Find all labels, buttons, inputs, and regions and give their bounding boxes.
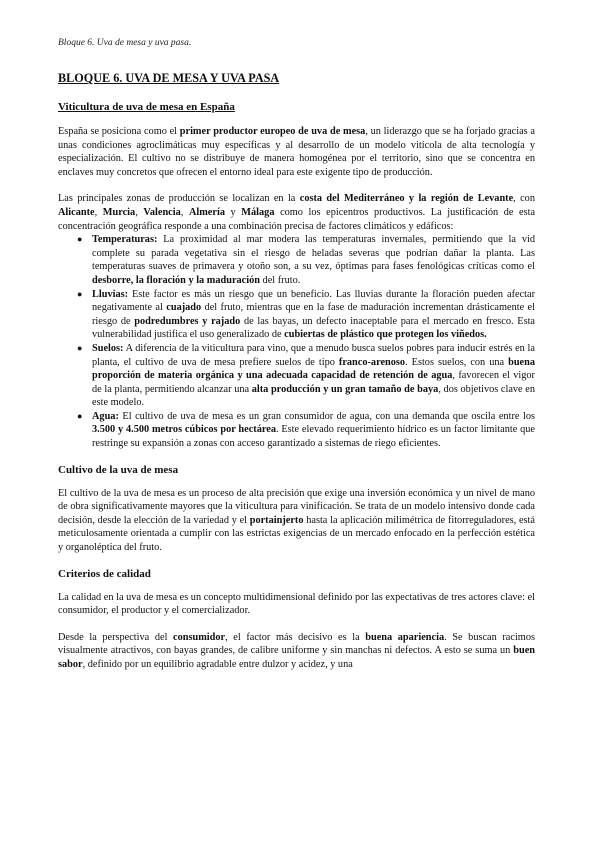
paragraph-cultivo: El cultivo de la uva de mesa es un proceso de alta precisión que exige una inversión económica y un nivel de mano de obra significativamente mayores que la viticultura para vinificación. Se trata de un modelo intensivo donde cada decisión, desde la elección de la variedad y el portainjerto hasta la aplicación milimétrica de fitorreguladores, está meticulosamente orientada a cumplir con las estrictas exigencias de un mercado enfocado en la perfección estética y organoléptica del fruto. xyxy=(58,487,535,554)
running-header: Bloque 6. Uva de mesa y uva pasa. xyxy=(58,38,192,48)
factors-list xyxy=(58,233,535,451)
paragraph-consumidor: Desde la perspectiva del consumidor, el factor más decisivo es la buena apariencia. Se buscan racimos visualmente atractivos, con bayas grandes, de calibre uniforme y sin manchas ni defectos. A esto se suma un buen sabor, definido por un equilibrio agradable entre dulzor y acidez, y una xyxy=(58,631,535,670)
list-item-suelos: ● Suelos: A diferencia de la viticultura para vino, que a menudo busca suelos pobres para inducir estrés en la planta, el cultivo de uva de mesa prefiere suelos de tipo franco-arenoso. Estos suelos, con una buena proporción de materia orgánica y una adecuada capacidad de retención de agua, favorecen el vigor de la planta, permitiendo alcanzar una alta producción y un gran tamaño de baya, dos objetivos clave en este modelo. xyxy=(77,342,535,409)
list-item-temperaturas: ● Temperaturas: La proximidad al mar modera las temperaturas invernales, permitiendo que la vid complete su parada vegetativa sin el riesgo de heladas severas que podrían dañar la planta. Las temperaturas suaves de primavera y otoño son, a su vez, óptimas para fases fenológicas críticas como el desborre, la floración y la maduración del fruto. xyxy=(77,234,535,286)
bullet-icon: ● xyxy=(77,288,83,299)
section-heading-viticultura: Viticultura de uva de mesa en España xyxy=(58,101,235,113)
list-item-agua: ● Agua: El cultivo de uva de mesa es un gran consumidor de agua, con una demanda que oscila entre los 3.500 y 4.500 metros cúbicos por hectárea. Este elevado requerimiento hídrico es un factor limitante que restringe su expansión a zonas con acceso garantizado a sistemas de riego eficientes. xyxy=(77,410,536,450)
bullet-icon: ● xyxy=(77,234,83,245)
bullet-icon: ● xyxy=(77,410,83,421)
paragraph-calidad: La calidad en la uva de mesa es un concepto multidimensional definido por las expectativas de tres actores clave: el consumidor, el productor y el comercializador. xyxy=(58,591,535,617)
list-item-lluvias: ● Lluvias: Este factor es más un riesgo que un beneficio. Las lluvias durante la floración pueden afectar negativamente al cuajado del fruto, mientras que en la fase de maduración incrementan drásticamente el riesgo de podredumbres y rajado de las bayas, un defecto inaceptable para el mercado en fresco. Esta vulnerabilidad justifica el uso generalizado de cubiertas de plástico que protegen los viñedos. xyxy=(77,288,536,341)
paragraph-intro: España se posiciona como el primer productor europeo de uva de mesa, un liderazgo que se ha forjado gracias a unas condiciones agroclimáticas muy específicas y al desarrollo de un modelo vitícola de alta tecnología y especialización. El cultivo no se distribuye de manera homogénea por el territorio, sino que se concentra en enclaves muy concretos que ofrecen el entorno ideal para este exigente tipo de producción. xyxy=(58,126,535,178)
paragraph-zonas: Las principales zonas de producción se localizan en la costa del Mediterráneo y la región de Levante, con Alicante, Murcia, Valencia, Almería y Málaga como los epicentros productivos. La justificación de esta concentración geográfica responde a una combinación precisa de factores climáticos y edáficos: xyxy=(58,193,536,232)
section-heading-criterios: Criterios de calidad xyxy=(58,567,151,580)
section-heading-cultivo: Cultivo de la uva de mesa xyxy=(58,463,179,476)
bullet-icon: ● xyxy=(77,342,83,353)
document-page xyxy=(58,38,535,685)
document-title: BLOQUE 6. UVA DE MESA Y UVA PASA xyxy=(58,71,280,85)
